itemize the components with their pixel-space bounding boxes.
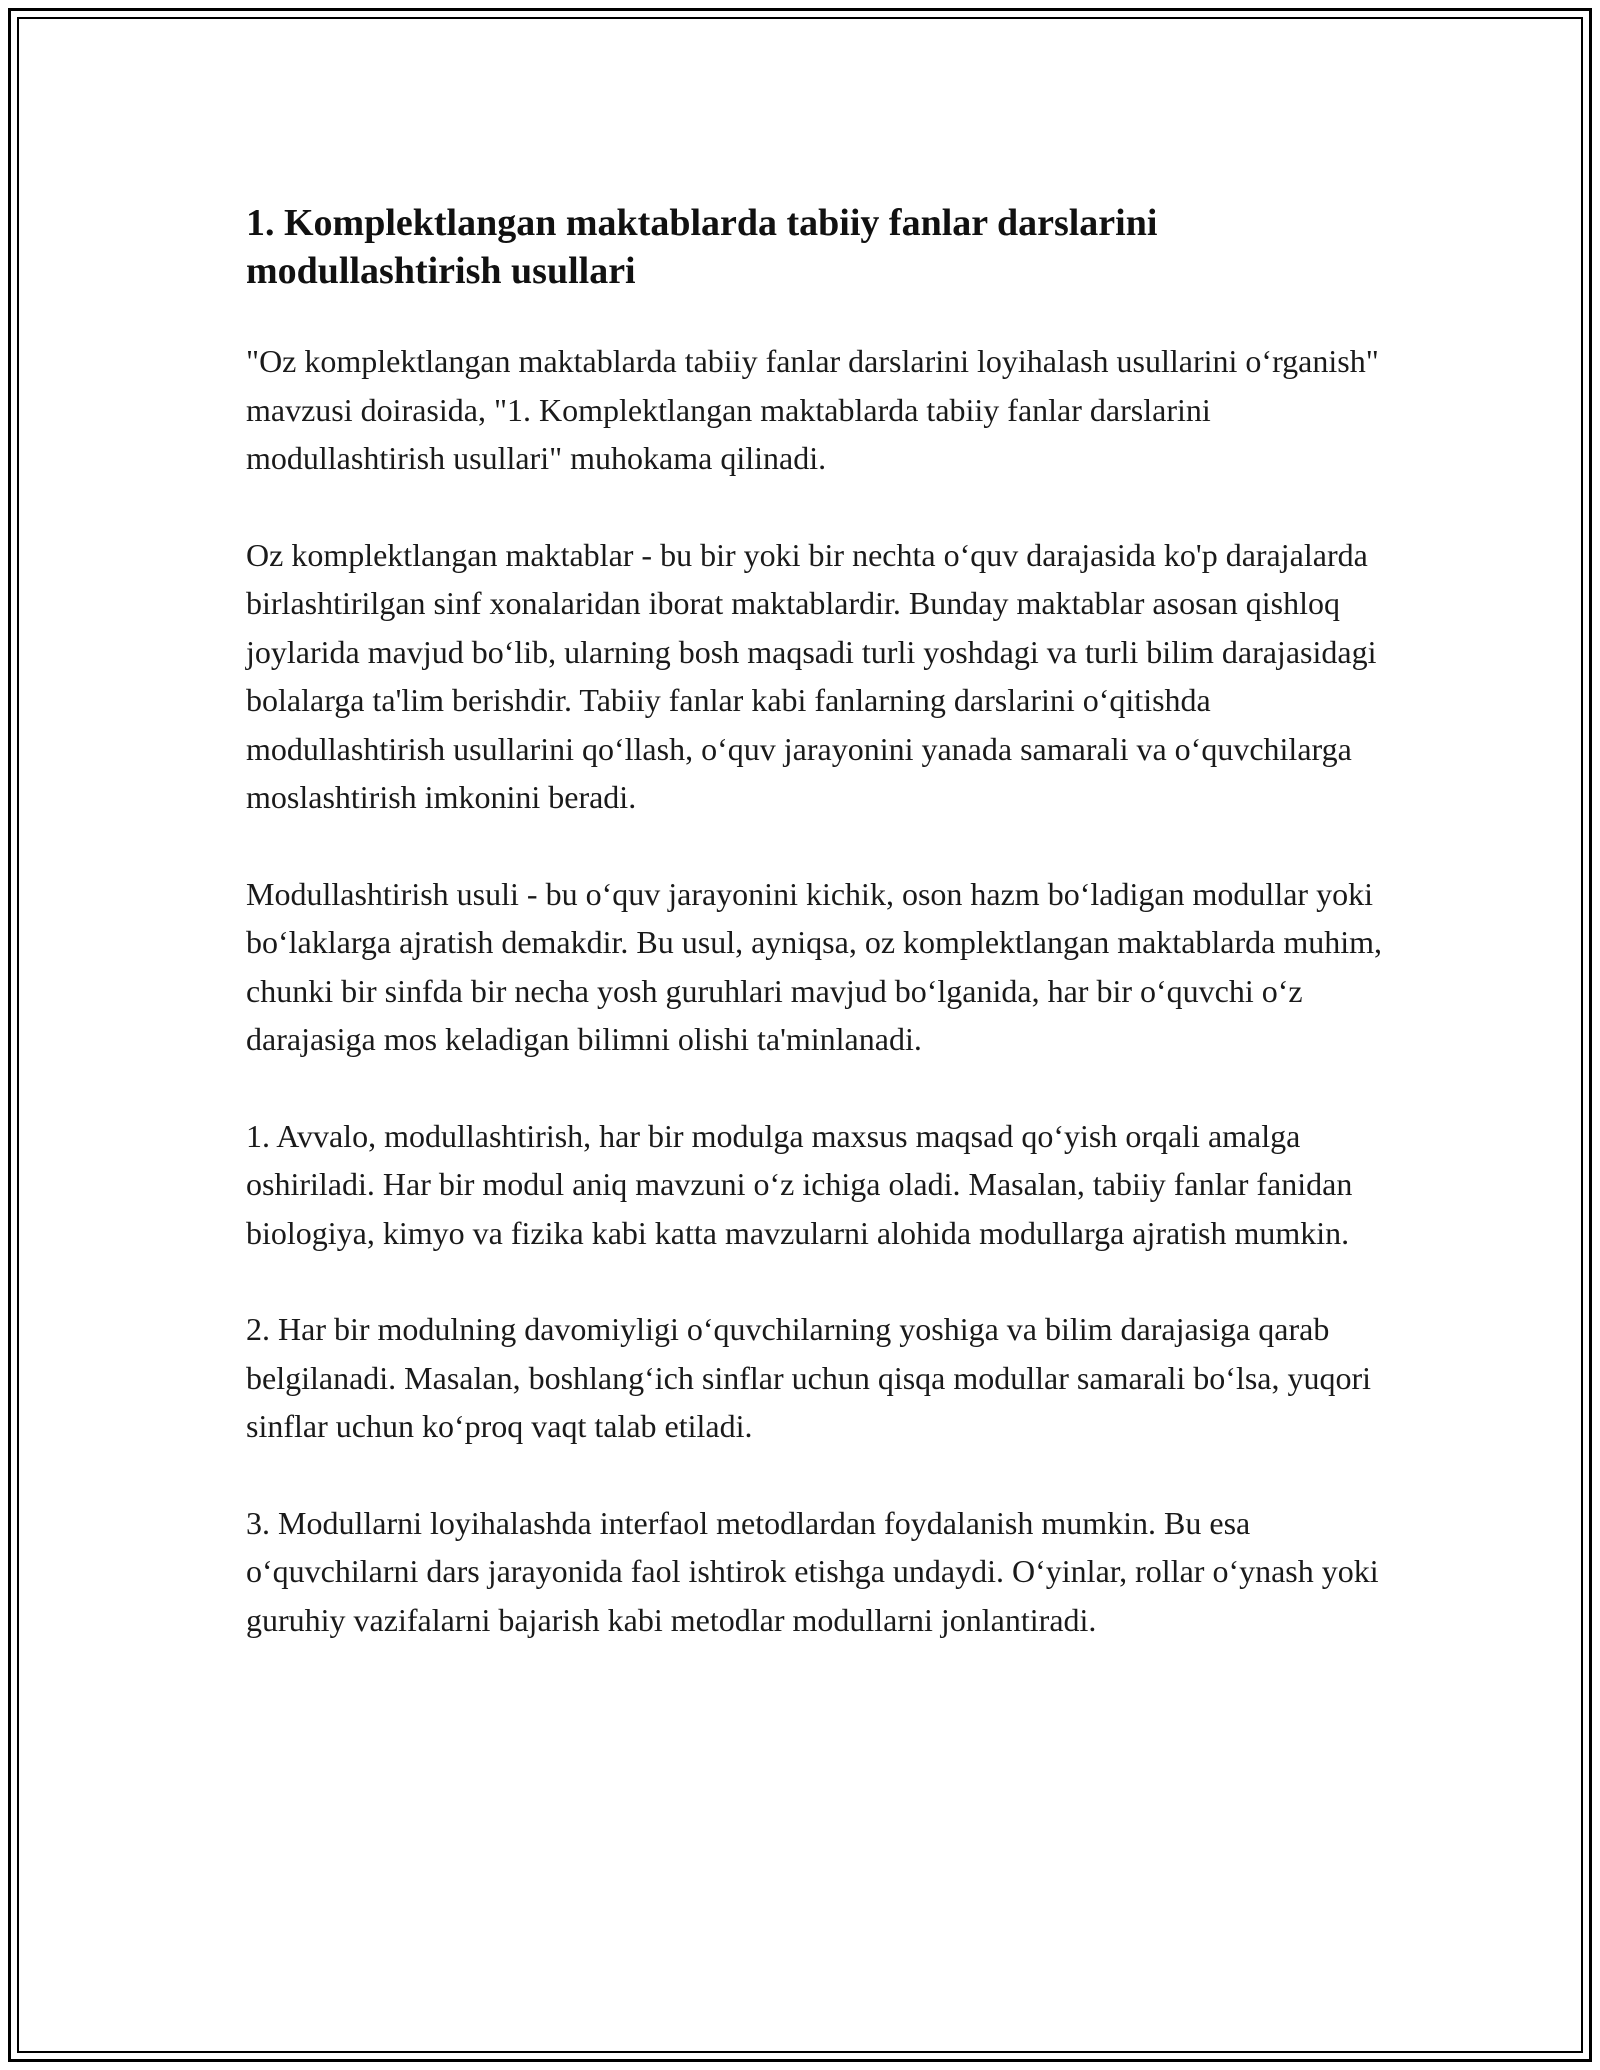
paragraph-method: Modullashtirish usuli - bu o‘quv jarayonini kichik, oson hazm bo‘ladigan modullar yoki bo‘laklarga ajratish demakdir. Bu usul, ayniqsa, oz komplektlangan maktablarda muhim, chunki bir sinfda bir necha yosh guruhlari mavjud bo‘lganida, har bir o‘quvchi o‘z darajasiga mos keladigan bilimni olishi ta'minlanadi. bbox=[246, 875, 1383, 1057]
document-page bbox=[8, 8, 1592, 2062]
paragraph-point-1: 1. Avvalo, modullashtirish, har bir modulga maxsus maqsad qo‘yish orqali amalga oshiriladi. Har bir modul aniq mavzuni o‘z ichiga oladi. Masalan, tabiiy fanlar fanidan biologiya, kimyo va fizika kabi katta mavzularni alohida modullarga ajratish mumkin. bbox=[246, 1117, 1353, 1251]
paragraph-point-3: 3. Modullarni loyihalashda interfaol metodlardan foydalanish mumkin. Bu esa o‘quvchilarni dars jarayonida faol ishtirok etishga undaydi. O‘yinlar, rollar o‘ynash yoki guruhiy vazifalarni bajarish kabi metodlar modullarni jonlantiradi. bbox=[246, 1504, 1379, 1638]
paragraph-point-2: 2. Har bir modulning davomiyligi o‘quvchilarning yoshiga va bilim darajasiga qarab belgilanadi. Masalan, boshlang‘ich sinflar uchun qisqa modullar samarali bo‘lsa, yuqori sinflar uchun ko‘proq vaqt talab etiladi. bbox=[246, 1311, 1372, 1444]
paragraph-intro: "Oz komplektlangan maktablarda tabiiy fanlar darslarini loyihalash usullarini o‘rganish" mavzusi doirasida, "1. Komplektlangan maktablarda tabiiy fanlar darslarini modullashtirish usullari" muhokama qilinadi. bbox=[246, 343, 1379, 476]
document-body bbox=[246, 199, 1386, 1692]
paragraph-definition: Oz komplektlangan maktablar - bu bir yoki bir nechta o‘quv darajasida ko'p darajalarda birlashtirilgan sinf xonalaridan iborat maktablardir. Bunday maktablar asosan qishloq joylarida mavjud bo‘lib, ularning bosh maqsadi turli yoshdagi va turli bilim darajasidagi bolalarga ta'lim berishdir. Tabiiy fanlar kabi fanlarning darslarini o‘qitishda modullashtirish usullarini qo‘llash, o‘quv jarayonini yanada samarali va o‘quvchilarga moslashtirish imkonini beradi. bbox=[246, 536, 1377, 815]
document-title: 1. Komplektlangan maktablarda tabiiy fanlar darslarini modullashtirish usullari bbox=[246, 202, 1158, 292]
